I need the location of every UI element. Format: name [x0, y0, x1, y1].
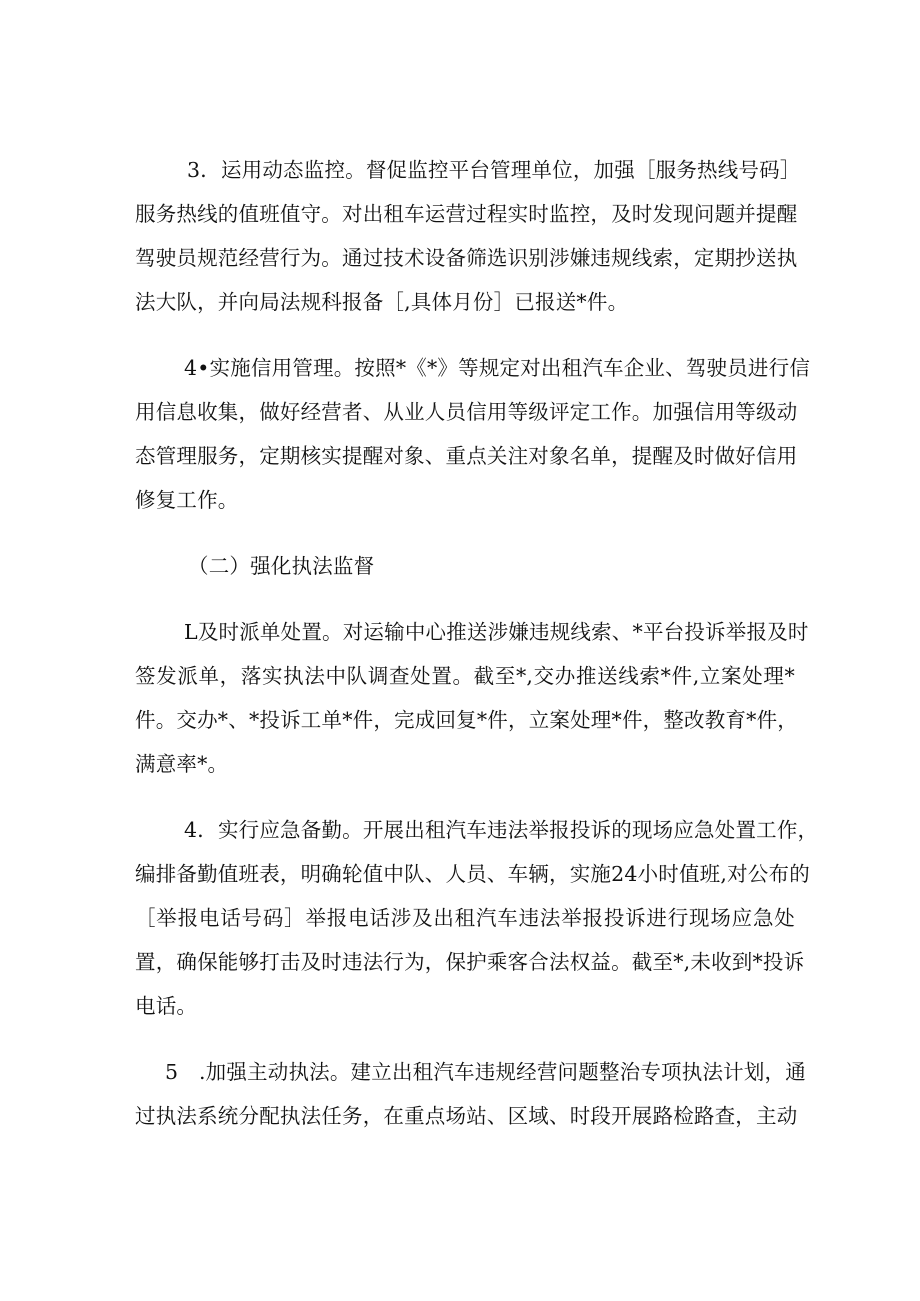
para-4b-line-2: 编排备勤值班表，明确轮值中队、人员、车辆，实施24小时值班,对公布的	[135, 862, 810, 886]
para-3-line-3: 驾驶员规范经营行为。通过技术设备筛选识别涉嫌违规线索，定期抄送执	[135, 246, 798, 270]
section-heading: （二）强化执法监督	[188, 554, 375, 578]
para-4-line-3: 态管理服务，定期核实提醒对象、重点关注对象名单，提醒及时做好信用	[135, 444, 798, 468]
para-l-line-2: 签发派单，落实执法中队调查处置。截至*,交办推送线索*件,立案处理*	[135, 664, 795, 688]
para-l-line-4: 满意率*。	[135, 752, 229, 776]
para-4b-line-3: ［举报电话号码］举报电话涉及出租汽车违法举报投诉进行现场应急处	[135, 906, 795, 930]
para-4-line-2: 用信息收集，做好经营者、从业人员信用等级评定工作。加强信用等级动	[135, 400, 798, 424]
para-4b-line-4: 置，确保能够打击及时违法行为，保护乘客合法权益。截至*,未收到*投诉	[135, 950, 805, 974]
para-l-line-1: L及时派单处置。对运输中心推送涉嫌违规线索、*平台投诉举报及时	[184, 620, 809, 644]
para-3-line-2: 服务热线的值班值守。对出租车运营过程实时监控，及时发现问题并提醒	[135, 202, 798, 226]
para-3-line-1: 3．运用动态监控。督促监控平台管理单位，加强［服务热线号码］	[187, 158, 801, 182]
para-5-line-2: 过执法系统分配执法任务，在重点场站、区域、时段开展路检路查，主动	[135, 1104, 798, 1128]
para-5-line-1: 5 .加强主动执法。建立出租汽车违规经营问题整治专项执法计划，通	[165, 1060, 806, 1084]
para-4b-line-1: 4．实行应急备勤。开展出租汽车违法举报投诉的现场应急处置工作，	[184, 818, 819, 842]
para-4-line-4: 修复工作。	[135, 488, 239, 512]
para-4-line-1: 4•实施信用管理。按照*《*》等规定对出租汽车企业、驾驶员进行信	[184, 356, 811, 380]
para-l-line-3: 件。交办*、*投诉工单*件，完成回复*件，立案处理*件，整改教育*件，	[135, 708, 798, 732]
para-3-line-4: 法大队，并向局法规科报备［,具体月份］已报送*件。	[135, 290, 629, 314]
para-4b-line-5: 电话。	[135, 994, 198, 1018]
